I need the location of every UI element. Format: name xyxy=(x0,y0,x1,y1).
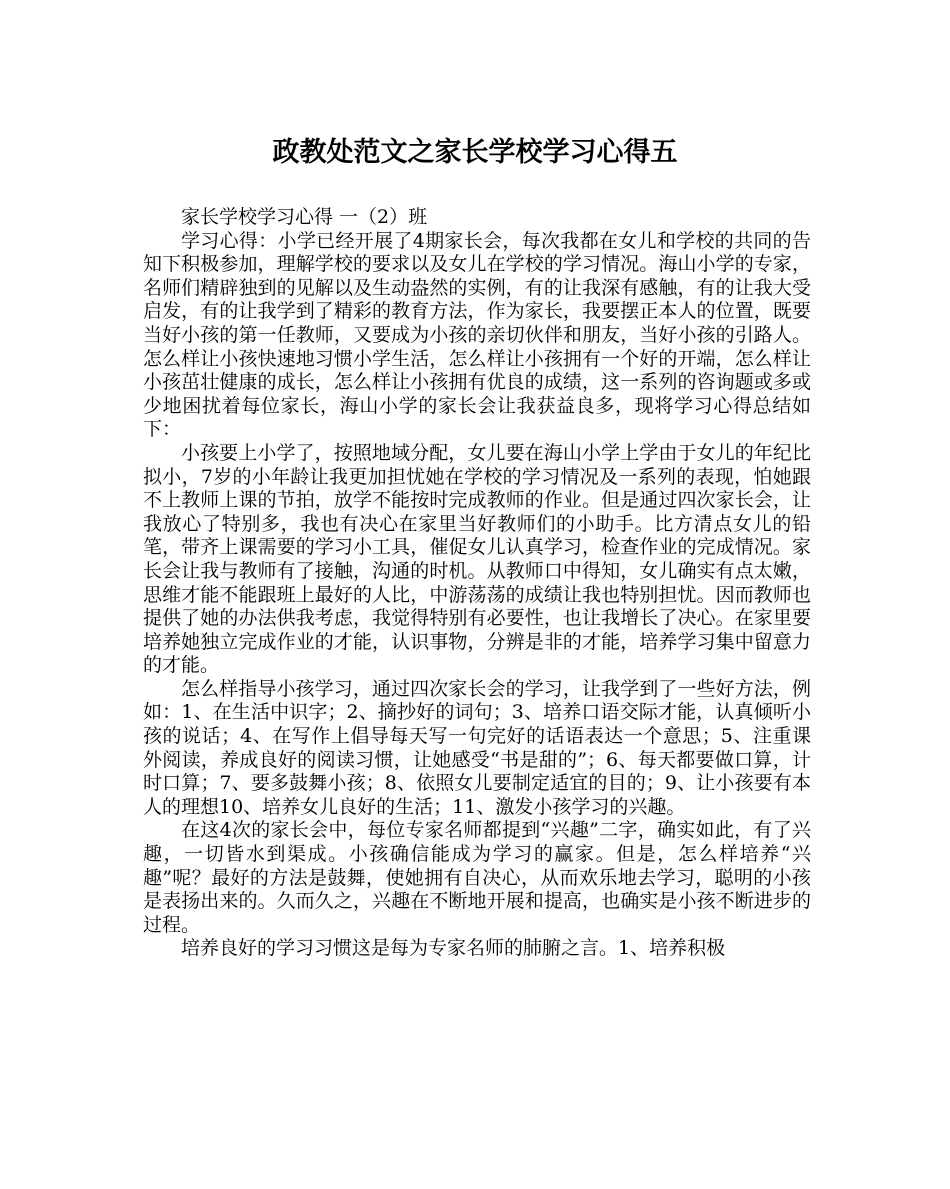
document-title: 政教处范文之家长学校学习心得五 xyxy=(272,137,678,168)
paragraph: 培养良好的学习习惯这是每为专家名师的肺腑之言。1、培养积极 xyxy=(181,937,726,960)
document-body xyxy=(143,206,811,961)
paragraph: 在这4次的家长会中，每位专家名师都提到“兴趣”二字，确实如此，有了兴趣，一切皆水到渠成。小孩确信能成为学习的赢家。但是，怎么样培养“兴趣”呢？最好的方法是鼓舞，使她拥有自决心，从而欢乐地去学习，聪明的小孩是表扬出来的。久而久之，兴趣在不断地开展和提高，也确实是小孩不断进步的过程。 xyxy=(143,819,811,936)
paragraph: 怎么样指导小孩学习，通过四次家长会的学习，让我学到了一些好方法，例如：1、在生活中识字；2、摘抄好的词句；3、培养口语交际才能，认真倾听小孩的说话；4、在写作上倡导每天写一句完好的话语表达一个意思；5、注重课外阅读，养成良好的阅读习惯，让她感受“书是甜的”；6、每天都要做口算，计时口算；7、要多鼓舞小孩；8、依照女儿要制定适宜的目的；9、让小孩要有本人的理想10、培养女儿良好的生活；11、激发小孩学习的兴趣。 xyxy=(143,677,811,818)
paragraph: 学习心得：小学已经开展了4期家长会，每次我都在女儿和学校的共同的告知下积极参加，理解学校的要求以及女儿在学校的学习情况。海山小学的专家，名师们精辟独到的见解以及生动盎然的实例，有的让我深有感触，有的让我大受启发，有的让我学到了精彩的教育方法，作为家长，我要摆正本人的位置，既要当好小孩的第一任教师，又要成为小孩的亲切伙伴和朋友，当好小孩的引路人。怎么样让小孩快速地习惯小学生活，怎么样让小孩拥有一个好的开端，怎么样让小孩茁壮健康的成长，怎么样让小孩拥有优良的成绩，这一系列的咨询题或多或少地困扰着每位家长，海山小学的家长会让我获益良多，现将学习心得总结如下： xyxy=(143,229,811,441)
paragraph: 小孩要上小学了，按照地域分配，女儿要在海山小学上学由于女儿的年纪比拟小，7岁的小年龄让我更加担忧她在学校的学习情况及一系列的表现，怕她跟不上教师上课的节拍，放学不能按时完成教师的作业。但是通过四次家长会，让我放心了特别多，我也有决心在家里当好教师们的小助手。比方清点女儿的铅笔，带齐上课需要的学习小工具，催促女儿认真学习，检查作业的完成情况。家长会让我与教师有了接触，沟通的时机。从教师口中得知，女儿确实有点太嫩，思维才能不能跟班上最好的人比，中游荡荡的成绩让我也特别担忧。因而教师也提供了她的办法供我考虑，我觉得特别有必要性，也让我增长了决心。在家里要培养她独立完成作业的才能，认识事物，分辨是非的才能，培养学习集中留意力的才能。 xyxy=(143,441,811,677)
paragraph-heading: 家长学校学习心得 一（2）班 xyxy=(181,206,428,228)
